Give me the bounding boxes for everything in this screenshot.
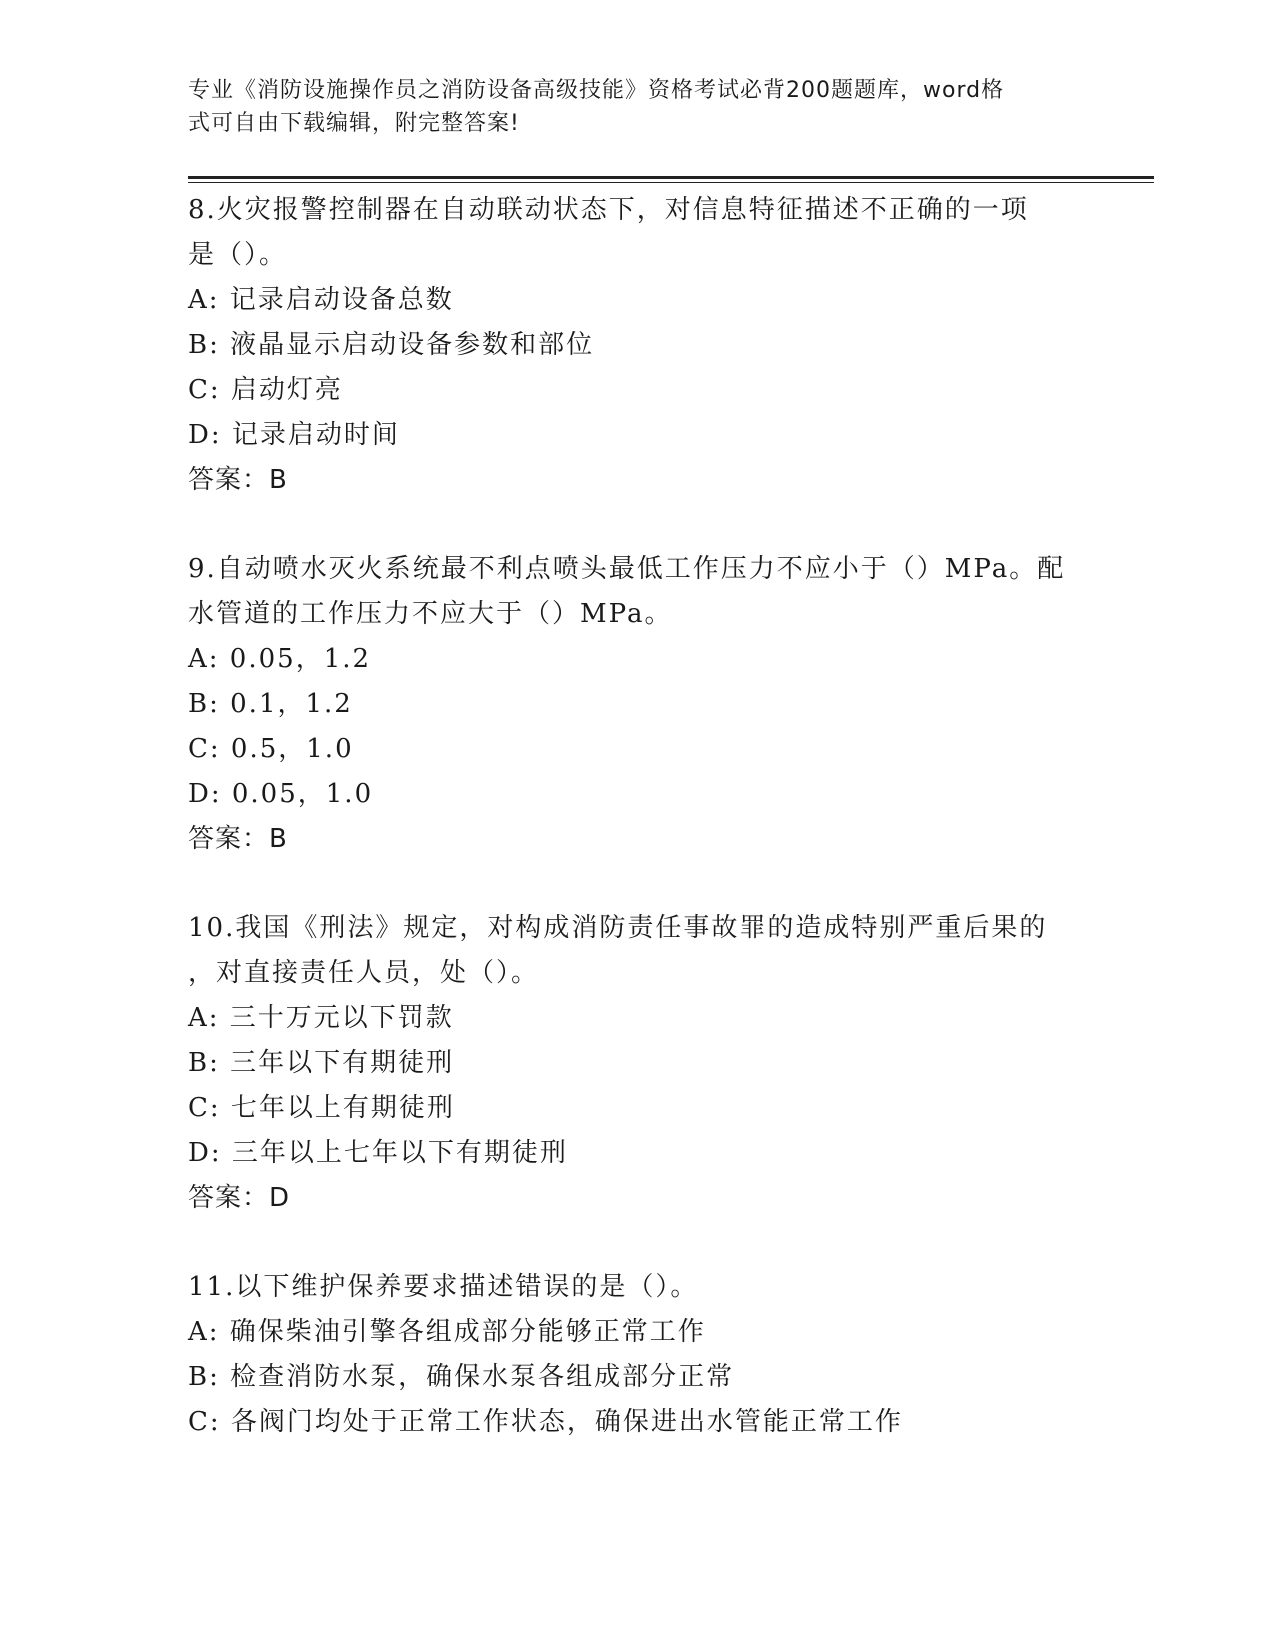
question-stem bbox=[188, 188, 1088, 278]
question-stem-line: ，对直接责任人员，处（）。 bbox=[188, 958, 540, 988]
answer-label: 答案：B bbox=[188, 465, 288, 495]
header-divider-thick bbox=[188, 176, 1154, 179]
question-stem bbox=[188, 547, 1088, 637]
option-b: B: 检查消防水泵，确保水泵各组成部分正常 bbox=[188, 1362, 735, 1392]
answer-label: 答案：D bbox=[188, 1183, 291, 1213]
question-stem-line: 水管道的工作压力不应大于（）MPa。 bbox=[188, 599, 673, 629]
option-a: A: 0.05，1.2 bbox=[188, 644, 372, 674]
document-header bbox=[188, 74, 1068, 140]
option-b: B: 三年以下有期徒刑 bbox=[188, 1048, 455, 1078]
option-a: A: 三十万元以下罚款 bbox=[188, 1003, 454, 1033]
answer-label: 答案：B bbox=[188, 824, 288, 854]
question-item bbox=[188, 188, 1088, 503]
option-d: D: 三年以上七年以下有期徒刑 bbox=[188, 1138, 568, 1168]
question-stem bbox=[188, 1265, 1088, 1310]
option-c: C: 七年以上有期徒刑 bbox=[188, 1093, 455, 1123]
question-item bbox=[188, 1265, 1088, 1445]
question-item bbox=[188, 547, 1088, 862]
option-b: B: 液晶显示启动设备参数和部位 bbox=[188, 330, 595, 360]
question-stem-line: 8.火灾报警控制器在自动联动状态下，对信息特征描述不正确的一项 bbox=[188, 195, 1029, 225]
option-a: A: 确保柴油引擎各组成部分能够正常工作 bbox=[188, 1317, 706, 1347]
option-a: A: 记录启动设备总数 bbox=[188, 285, 454, 315]
option-b: B: 0.1，1.2 bbox=[188, 689, 353, 719]
question-item bbox=[188, 906, 1088, 1221]
header-divider-thin bbox=[188, 182, 1154, 183]
option-c: C: 各阀门均处于正常工作状态，确保进出水管能正常工作 bbox=[188, 1407, 903, 1437]
question-stem-line: 9.自动喷水灭火系统最不利点喷头最低工作压力不应小于（）MPa。配 bbox=[188, 554, 1066, 584]
question-list bbox=[188, 188, 1088, 1489]
option-c: C: 启动灯亮 bbox=[188, 375, 343, 405]
header-line-1: 专业《消防设施操作员之消防设备高级技能》资格考试必背200题题库，word格 bbox=[188, 78, 1005, 103]
header-line-2: 式可自由下载编辑，附完整答案! bbox=[188, 111, 520, 136]
option-d: D: 0.05，1.0 bbox=[188, 779, 374, 809]
option-c: C: 0.5，1.0 bbox=[188, 734, 354, 764]
question-stem-line: 是（）。 bbox=[188, 240, 288, 270]
question-stem-line: 10.我国《刑法》规定，对构成消防责任事故罪的造成特别严重后果的 bbox=[188, 913, 1048, 943]
option-d: D: 记录启动时间 bbox=[188, 420, 400, 450]
question-stem-line: 11.以下维护保养要求描述错误的是（）。 bbox=[188, 1272, 699, 1302]
question-stem bbox=[188, 906, 1088, 996]
